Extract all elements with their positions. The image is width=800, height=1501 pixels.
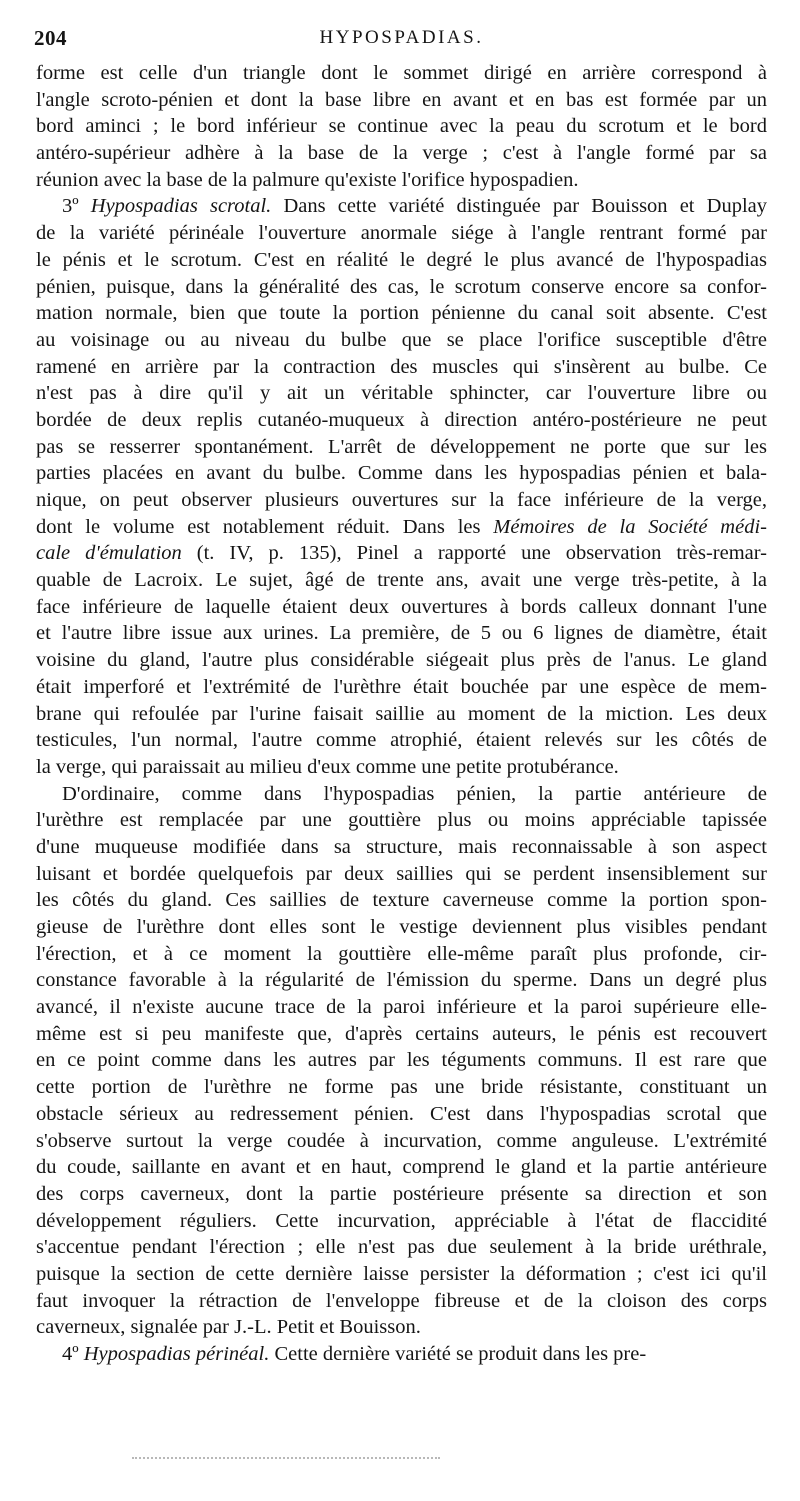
text-line: pénien, puisque, dans la généralité des cas, le scrotum conserve encore sa confor- [36, 275, 767, 298]
text-line: s'observe surtout la verge coudée à incurvation, comme anguleuse. L'extrémité [36, 1129, 767, 1152]
text-line: mation normale, bien que toute la portion pénienne du canal soit absente. C'est [36, 302, 767, 325]
text-line: constance favorable à la régularité de l'émission du sperme. Dans un degré plus [36, 969, 767, 992]
text-line: des corps caverneux, dont la partie postérieure présente sa direction et son [36, 1182, 767, 1205]
text-line: du coude, saillante en avant et en haut, comprend le gland et la partie antérieure [36, 1156, 767, 1179]
text-line: ramené en arrière par la contraction des muscles qui s'insèrent au bulbe. Ce [36, 355, 767, 378]
text-line: l'urèthre est remplacée par une gouttière plus ou moins appréciable tapissée [36, 809, 767, 832]
text-line: nique, on peut observer plusieurs ouvertures sur la face inférieure de la verge, [36, 489, 767, 511]
text-line: testicules, l'un normal, l'autre comme atrophié, étaient relevés sur les côtés de [36, 729, 767, 752]
paragraph [36, 1341, 767, 1368]
text-line: brane qui refoulée par l'urine faisait saillie au moment de la miction. Les deux [36, 702, 767, 725]
text-line: bord aminci ; le bord inférieur se continue avec la peau du scrotum et le bord [36, 115, 767, 138]
footer-print-smudge [132, 1457, 440, 1459]
text-line: au voisinage ou au niveau du bulbe que se place l'orifice susceptible d'être [36, 328, 767, 351]
text-line: puisque la section de cette dernière laisse persister la déformation ; c'est ici qu'il [36, 1262, 767, 1285]
text-line: faut invoquer la rétraction de l'enveloppe fibreuse et de la cloison des corps [36, 1289, 767, 1312]
paragraph [36, 781, 767, 1341]
text-line: était imperforé et l'extrémité de l'urèthre était bouchée par une espèce de mem- [36, 675, 767, 698]
text-line: obstacle sérieux au redressement pénien. C'est dans l'hypospadias scrotal que [36, 1102, 767, 1125]
text-line: s'accentue pendant l'érection ; elle n'est pas due seulement à la bride uréthrale, [36, 1236, 767, 1259]
text-line: antéro-supérieur adhère à la base de la verge ; c'est à l'angle formé par sa [36, 142, 767, 165]
text-line: pas se resserrer spontanément. L'arrêt de développement ne porte que sur les [36, 435, 767, 458]
text-line: de la variété périnéale l'ouverture anormale siége à l'angle rentrant formé par [36, 222, 767, 245]
text-line: caverneux, signalée par J.-L. Petit et Bouisson. [36, 1316, 421, 1339]
text-line: avancé, il n'existe aucune trace de la paroi inférieure et la paroi supérieure elle- [36, 996, 767, 1019]
text-line: dont le volume est notablement réduit. Dans les Mémoires de la Société médi- [36, 515, 767, 538]
text-line: forme est celle d'un triangle dont le sommet dirigé en arrière correspond à [36, 62, 767, 84]
text-line: le pénis et le scrotum. C'est en réalité le degré le plus avancé de l'hypospadias [36, 248, 767, 271]
text-line: luisant et bordée quelquefois par deux saillies qui se perdent insensiblement sur [36, 862, 767, 885]
text-line: même est si peu manifeste que, d'après certains auteurs, le pénis est recouvert [36, 1022, 767, 1045]
text-line: l'angle scroto-pénien et dont la base libre en avant et en bas est formée par un [36, 88, 767, 111]
text-line: développement réguliers. Cette incurvation, appréciable à l'état de flaccidité [36, 1209, 767, 1232]
text-line: d'une muqueuse modifiée dans sa structure, mais reconnaissable à son aspect [36, 835, 767, 858]
running-title: HYPOSPADIAS. [319, 27, 484, 48]
text-line: cette portion de l'urèthre ne forme pas une bride résistante, constituant un [36, 1076, 767, 1099]
text-line: face inférieure de laquelle étaient deux ouvertures à bords calleux donnant l'une [36, 595, 767, 618]
text-line: la verge, qui paraissait au milieu d'eux comme une petite protubérance. [36, 755, 619, 778]
text-line: 3º Hypospadias scrotal. Dans cette variété distinguée par Bouisson et Duplay [62, 195, 767, 218]
text-line: quable de Lacroix. Le sujet, âgé de trente ans, avait une verge très-petite, à la [36, 569, 767, 592]
page-header [34, 26, 769, 52]
text-line: en ce point comme dans les autres par les téguments communs. Il est rare que [36, 1049, 767, 1072]
text-line: 4º Hypospadias périnéal. Cette dernière variété se produit dans les pre- [62, 1343, 647, 1365]
text-line: et l'autre libre issue aux urines. La première, de 5 ou 6 lignes de diamètre, était [36, 622, 767, 645]
text-line: réunion avec la base de la palmure qu'existe l'orifice hypospadien. [36, 168, 579, 191]
text-line: D'ordinaire, comme dans l'hypospadias pénien, la partie antérieure de [62, 782, 767, 805]
paragraph [36, 193, 767, 780]
body-text [36, 60, 767, 1368]
text-line: l'érection, et à ce moment la gouttière elle-même paraît plus profonde, cir- [36, 942, 767, 965]
text-line: bordée de deux replis cutanéo-muqueux à direction antéro-postérieure ne peut [36, 408, 767, 431]
text-line: gieuse de l'urèthre dont elles sont le vestige deviennent plus visibles pendant [36, 916, 767, 938]
text-line: voisine du gland, l'autre plus considérable siégeait plus près de l'anus. Le gland [36, 649, 767, 672]
page-number: 204 [34, 26, 67, 50]
text-line: les côtés du gland. Ces saillies de texture caverneuse comme la portion spon- [36, 889, 767, 912]
text-line: cale d'émulation (t. IV, p. 135), Pinel a rapporté une observation très-remar- [36, 542, 767, 565]
text-line: n'est pas à dire qu'il y ait un véritable sphincter, car l'ouverture libre ou [36, 382, 767, 405]
text-line: parties placées en avant du bulbe. Comme dans les hypospadias pénien et bala- [36, 462, 767, 485]
paragraph [36, 60, 767, 193]
